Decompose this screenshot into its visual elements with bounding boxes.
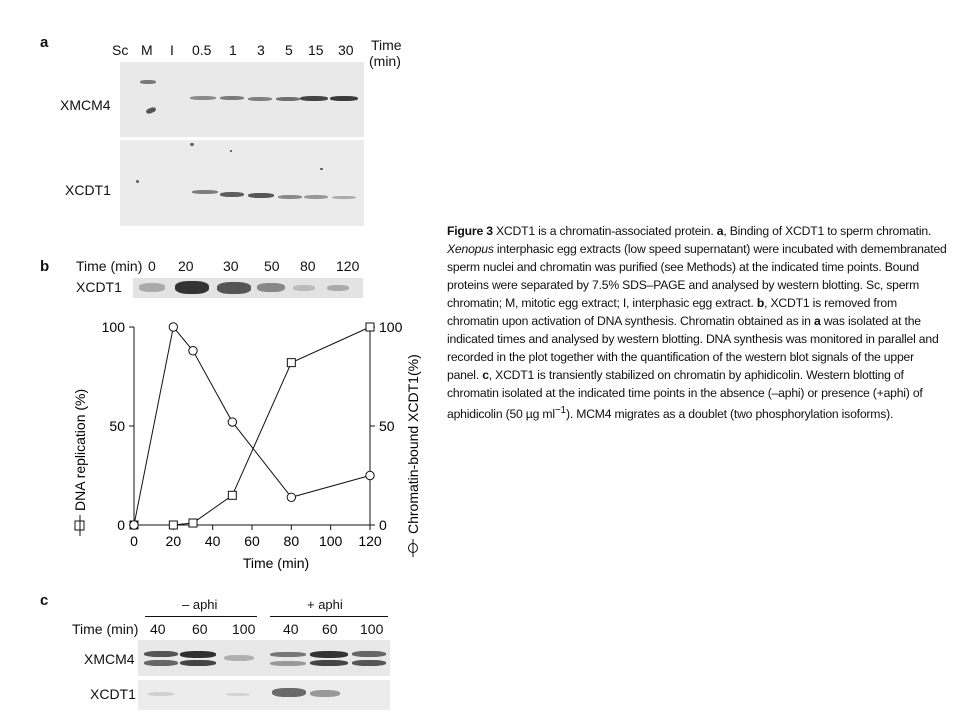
row-label-xcdt1: XCDT1 bbox=[90, 686, 136, 702]
time-tick-0: 0 bbox=[148, 258, 156, 274]
circle-data-point bbox=[189, 347, 197, 355]
x-tick-label: 120 bbox=[358, 533, 382, 549]
plus-aphi-bracket bbox=[270, 616, 388, 617]
plus-aphi-label: + aphi bbox=[307, 597, 343, 612]
figure-caption: Figure 3 XCDT1 is a chromatin-associated protein. a, Binding of XCDT1 to sperm chromatin. Xenopus interphasic egg extracts (low speed supernatant) were incubated with demembranated sperm nuclei and chromatin was purified (see Methods) at the indicated time points. Bound proteins were separated by 7.5% SDS–PAGE and analysed by western blotting. Sc, sperm chromatin; M, mitotic egg extract; I, interphasic egg extract. b, XCDT1 is removed from chromatin upon activation of DNA synthesis. Chromatin obtained as in a was isolated at the indicated times and analysed by western blotting. DNA synthesis was monitored in parallel and recorded in the plot together with the quantification of the western blot signals of the upper panel. c, XCDT1 is transiently stabilized on chromatin by aphidicolin. Western blotting of chromatin isolated at the indicated time points in the absence (–aphi) or presence (+aphi) of aphidicolin (50 µg $ml^{-1}$). MCM4 migrates as a doublet (two phosphorylation isoforms). bbox=[447, 224, 947, 422]
lane-label-15: 15 bbox=[308, 42, 324, 58]
lane-label-3: 3 bbox=[257, 42, 265, 58]
circle-data-point bbox=[169, 323, 177, 331]
time-tick-30: 30 bbox=[223, 258, 239, 274]
circle-data-point bbox=[130, 521, 138, 529]
circle-data-point bbox=[228, 418, 236, 426]
x-tick-label: 80 bbox=[283, 533, 300, 549]
time-unit-label: (min) bbox=[369, 53, 401, 69]
right-y-tick-label: 0 bbox=[379, 517, 387, 533]
x-tick-label: 0 bbox=[130, 533, 138, 549]
minus-aphi-label: – aphi bbox=[182, 597, 218, 612]
time-tick-100: 100 bbox=[232, 621, 256, 637]
square-data-point bbox=[228, 491, 236, 499]
lane-label-m: M bbox=[141, 42, 153, 58]
time-tick-20: 20 bbox=[178, 258, 194, 274]
blot-a-xcdt1 bbox=[120, 140, 364, 226]
panel-a-letter: a bbox=[40, 34, 49, 51]
lane-label-30: 30 bbox=[338, 42, 354, 58]
lane-label-sc: Sc bbox=[112, 42, 129, 58]
plot-frame bbox=[134, 327, 370, 525]
circle-series-line bbox=[134, 327, 370, 525]
time-label: Time (min) bbox=[76, 258, 143, 274]
x-axis-label: Time (min) bbox=[242, 555, 310, 571]
time-label: Time bbox=[371, 37, 402, 53]
left-axis-title bbox=[72, 389, 88, 536]
lane-label-1: 1 bbox=[229, 42, 237, 58]
figure-number: Figure 3 bbox=[447, 224, 493, 238]
x-tick-label: 60 bbox=[244, 533, 260, 549]
blot-a-xmcm4 bbox=[120, 62, 364, 137]
time-tick-100: 100 bbox=[360, 621, 384, 637]
right-y-tick-label: 100 bbox=[379, 319, 403, 335]
time-tick-60: 60 bbox=[192, 621, 208, 637]
right-axis-title bbox=[405, 354, 421, 557]
left-y-tick-label: 50 bbox=[109, 418, 125, 434]
time-tick-40: 40 bbox=[150, 621, 166, 637]
lane-label-i: I bbox=[170, 42, 174, 58]
right-y-tick-label: 50 bbox=[379, 418, 395, 434]
square-data-point bbox=[366, 323, 374, 331]
lane-label-5: 5 bbox=[285, 42, 293, 58]
square-data-point bbox=[189, 519, 197, 527]
row-label-xmcm4: XMCM4 bbox=[84, 651, 135, 667]
x-tick-label: 100 bbox=[318, 533, 343, 549]
left-y-tick-label: 100 bbox=[101, 319, 125, 335]
time-label: Time (min) bbox=[72, 621, 139, 637]
replication-chart bbox=[70, 315, 450, 590]
square-data-point bbox=[169, 521, 177, 529]
square-data-point bbox=[287, 359, 295, 367]
circle-data-point bbox=[287, 493, 295, 501]
right-axis-label: Chromatin-bound XCDT1(%) bbox=[405, 354, 421, 534]
time-tick-120: 120 bbox=[336, 258, 360, 274]
panel-c-letter: c bbox=[40, 592, 49, 609]
time-tick-60: 60 bbox=[322, 621, 338, 637]
time-tick-50: 50 bbox=[264, 258, 280, 274]
x-tick-label: 40 bbox=[204, 533, 221, 549]
blot-c-xmcm4 bbox=[138, 640, 390, 676]
blot-b-xcdt1 bbox=[133, 278, 363, 298]
left-y-tick-label: 0 bbox=[117, 517, 125, 533]
circle-data-point bbox=[366, 471, 374, 479]
left-axis-label: DNA replication (%) bbox=[72, 388, 88, 511]
panel-b-letter: b bbox=[40, 258, 50, 275]
time-tick-40: 40 bbox=[283, 621, 299, 637]
minus-aphi-bracket bbox=[145, 616, 257, 617]
row-label-xmcm4: XMCM4 bbox=[60, 97, 111, 113]
row-label-xcdt1: XCDT1 bbox=[76, 279, 122, 295]
blot-c-xcdt1 bbox=[138, 680, 390, 710]
x-tick-label: 20 bbox=[165, 533, 182, 549]
row-label-xcdt1: XCDT1 bbox=[65, 182, 111, 198]
lane-label-0-5: 0.5 bbox=[192, 42, 212, 58]
time-tick-80: 80 bbox=[300, 258, 316, 274]
square-series-line bbox=[134, 327, 370, 525]
